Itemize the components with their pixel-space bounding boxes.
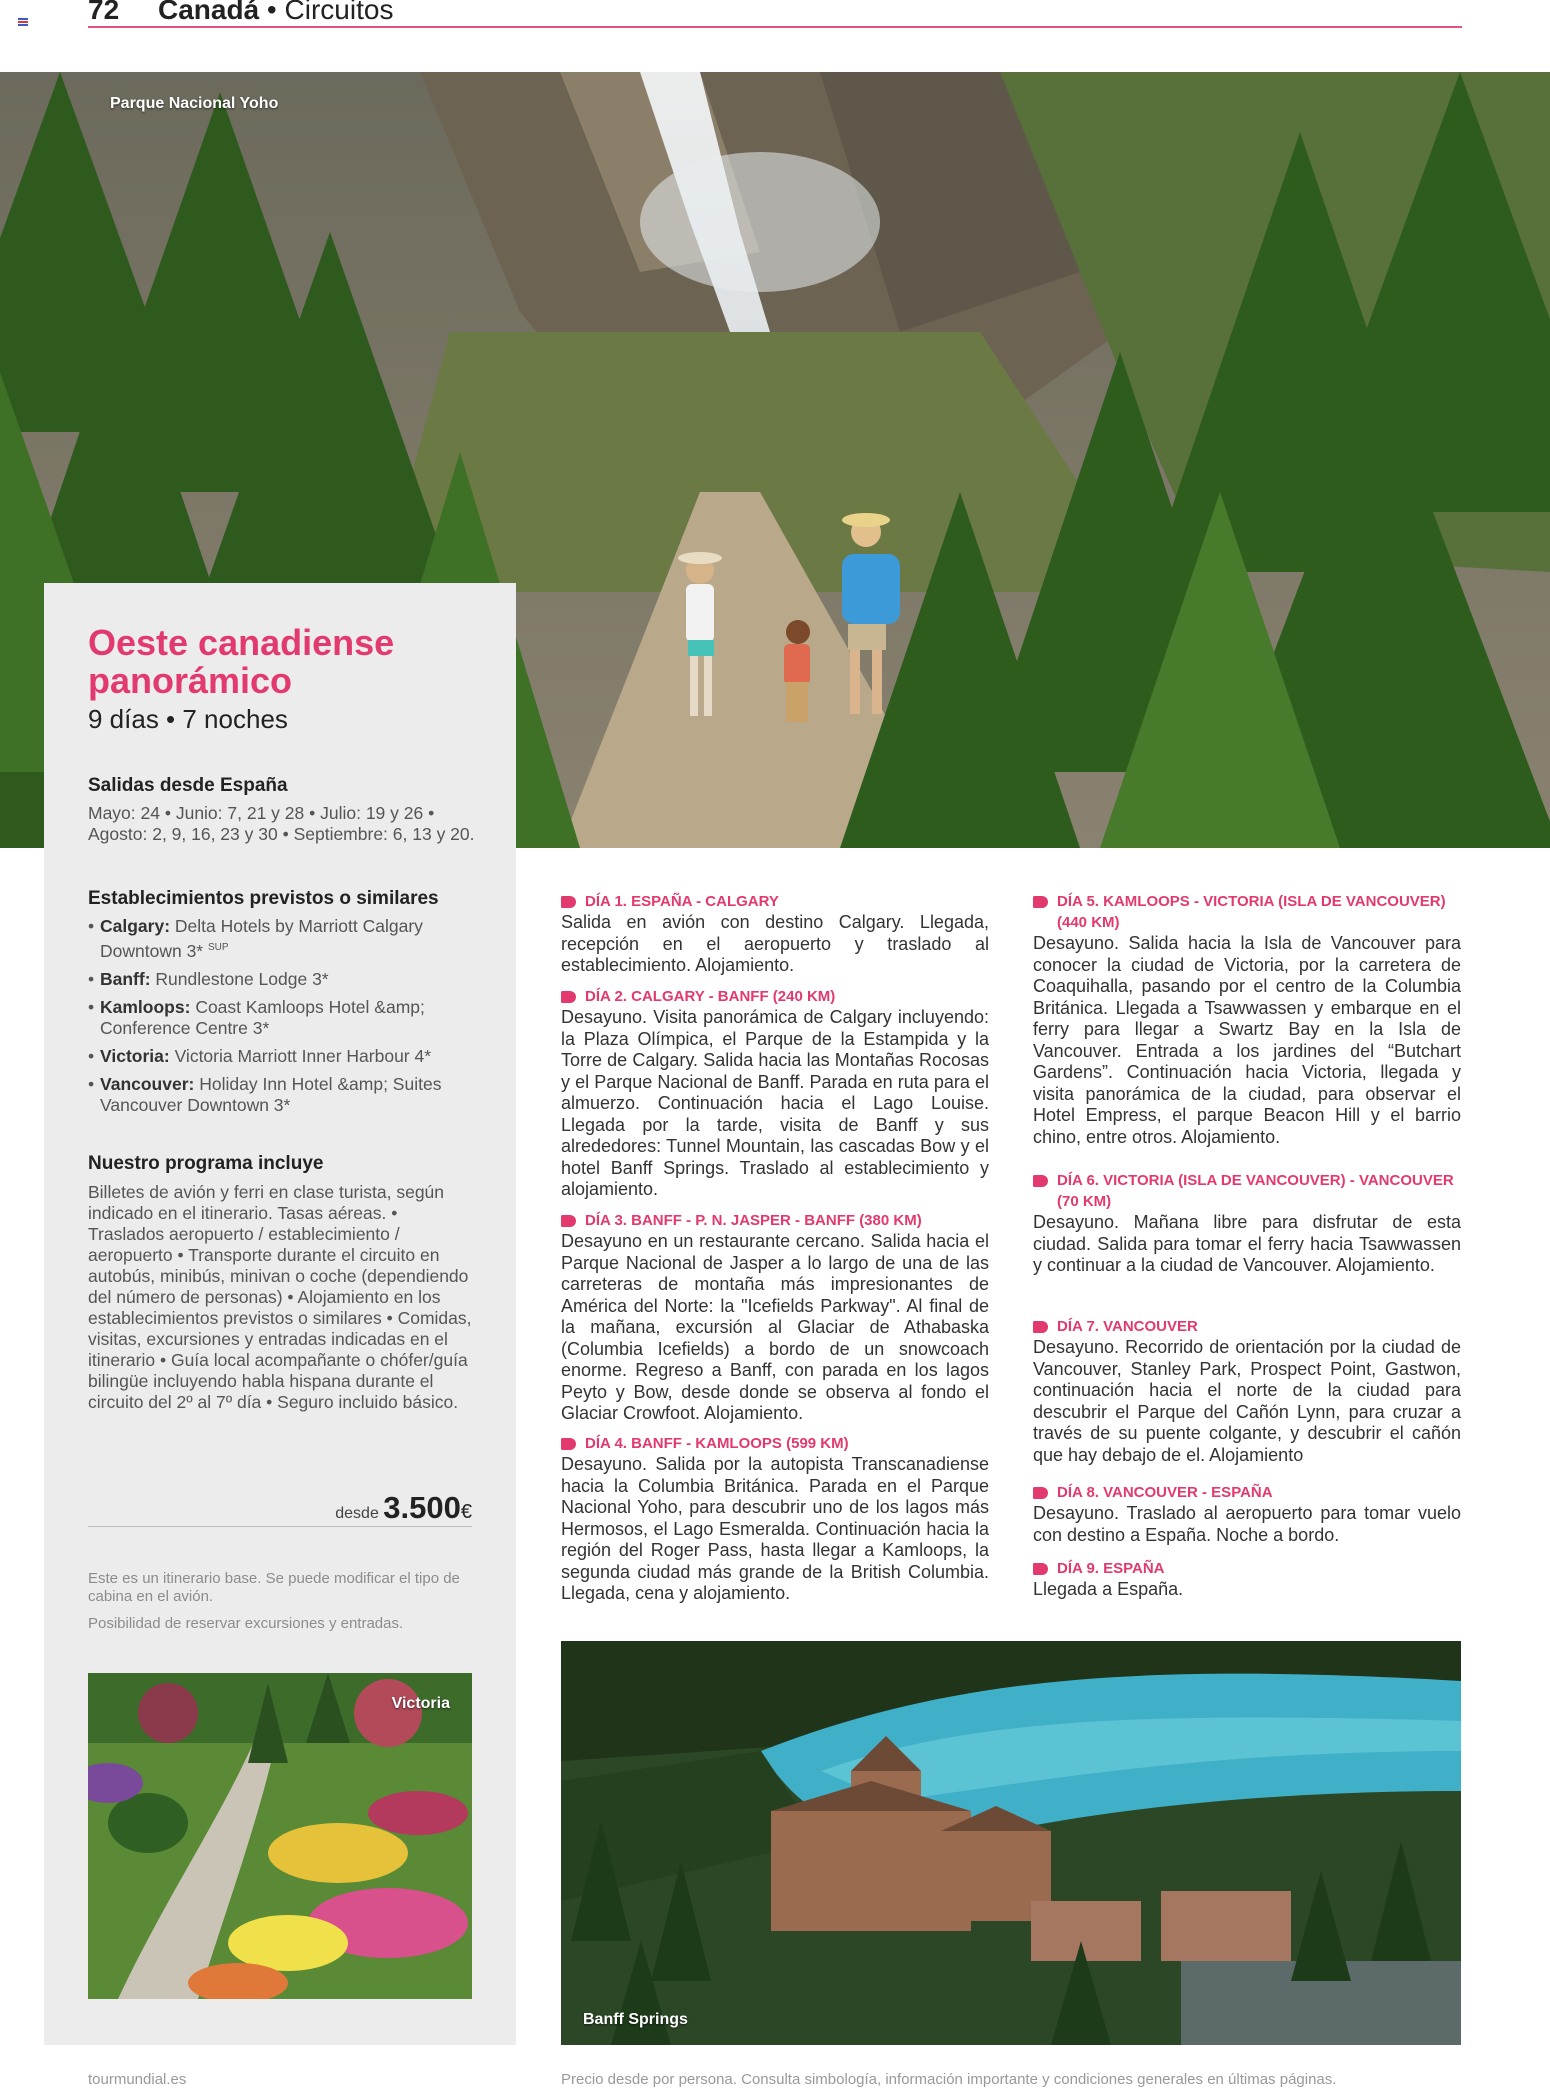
garden-illustration — [88, 1673, 472, 1999]
hotel-city: Banff: — [100, 968, 151, 989]
program-heading: Nuestro programa incluye — [88, 1153, 324, 1174]
trip-duration: 9 días • 7 noches — [88, 704, 288, 734]
banff-springs-photo — [561, 1641, 1461, 2045]
day-1 — [561, 891, 989, 977]
day-1-text: Salida en avión con destino Calgary. Llegada, recepción en el aeropuerto y traslado al establecimiento. Alojamiento. — [561, 912, 989, 975]
hotel-item — [88, 916, 472, 962]
day-3-text: Desayuno en un restaurante cercano. Salida hacia el Parque Nacional de Jasper a lo largo de una de las carreteras de montaña más impresionantes de América del Norte: la "Icefields Parkway". Al final de la mañana, excursión al Glaciar de Athabaska (Columbia Icefields) a bordo de un snowcoach enorme. Regreso a Banff, con parada en los lagos Peyto y Bow, desde donde se observa al fondo el Glaciar Crowfoot. Alojamiento. — [561, 1231, 989, 1423]
price — [88, 1490, 472, 1524]
excursions-note: Posibilidad de reservar excursiones y entradas. — [88, 1615, 404, 1632]
hotel-name: Delta Hotels by Marriott Calgary Downtown 3* — [100, 916, 423, 961]
hero-photo-caption: Parque Nacional Yoho — [110, 95, 279, 112]
day-6 — [1033, 1170, 1461, 1277]
day-7-text: Desayuno. Recorrido de orientación por la ciudad de Vancouver, Stanley Park, Prospect Point, Gastwon, continuación hacia el norte de la ciudad para descubrir el Parque del Cañón Lynn, para cruzar a través de su puente colgante, y descubrir el cañón que hay debajo de el. Alojamiento — [1033, 1337, 1461, 1465]
day-8 — [1033, 1482, 1461, 1546]
flag-icon — [18, 18, 28, 26]
day-4-title: DÍA 4. BANFF - KAMLOOPS (599 KM) — [561, 1433, 989, 1454]
hotels-heading: Establecimientos previstos o similares — [88, 888, 439, 909]
day-2-title: DÍA 2. CALGARY - BANFF (240 KM) — [561, 986, 989, 1007]
victoria-photo-caption: Victoria — [391, 1695, 450, 1712]
hotel-name: Rundlestone Lodge 3* — [155, 968, 329, 989]
page-header — [158, 0, 393, 26]
hotel-city: Victoria: — [100, 1045, 170, 1066]
hotel-item — [88, 969, 472, 990]
day-6-title: DÍA 6. VICTORIA (ISLA DE VANCOUVER) - VANCOUVER (70 KM) — [1033, 1170, 1461, 1212]
day-2 — [561, 986, 989, 1201]
hotel-sup: SUP — [208, 942, 229, 953]
hotels-list — [88, 916, 472, 1123]
price-amount: 3.500 — [383, 1490, 461, 1525]
day-8-title: DÍA 8. VANCOUVER - ESPAÑA — [1033, 1482, 1461, 1503]
departures-heading: Salidas desde España — [88, 775, 288, 796]
hotel-name: Victoria Marriott Inner Harbour 4* — [174, 1045, 432, 1066]
program-text: Billetes de avión y ferri en clase turista, según indicado en el itinerario. Tasas aéreas. • Traslados aeropuerto / establecimiento / aeropuerto • Transporte durante el circuito en autobús, minibús, minivan o coche (dependiendo del número de personas) • Alojamiento en los establecimientos previstos o similares • Comidas, visitas, excursiones y entradas indicadas en el itinerario • Guía local acompañante o chófer/guía bilingüe incluyendo habla hispana durante el circuito del 2º al 7º día • Seguro incluido básico. — [88, 1182, 472, 1412]
footer-disclaimer: Precio desde por persona. Consulta simbología, información importante y condiciones generales en últimas páginas. — [561, 2071, 1337, 2088]
website-link[interactable]: tourmundial.es — [88, 2071, 187, 2088]
hotel-name: Holiday Inn Hotel &amp; Suites Vancouver Downtown 3* — [100, 1073, 442, 1115]
header-separator: • — [259, 0, 285, 25]
departures-text: Mayo: 24 • Junio: 7, 21 y 28 • Julio: 19 y 26 • Agosto: 2, 9, 16, 23 y 30 • Septiembre: 6, 13 y 20. — [88, 803, 475, 844]
price-currency: € — [460, 1501, 472, 1523]
day-6-text: Desayuno. Mañana libre para disfrutar de esta ciudad. Salida para tomar el ferry hacia Tsawwassen y continuar a la ciudad de Vancouver. Alojamiento. — [1033, 1212, 1461, 1275]
hotel-name: Coast Kamloops Hotel &amp; Conference Centre 3* — [100, 996, 425, 1038]
day-7 — [1033, 1316, 1461, 1466]
day-5-title: DÍA 5. KAMLOOPS - VICTORIA (ISLA DE VANCOUVER) (440 KM) — [1033, 891, 1461, 933]
day-3-title: DÍA 3. BANFF - P. N. JASPER - BANFF (380 KM) — [561, 1210, 989, 1231]
header-country: Canadá — [158, 0, 260, 25]
day-8-text: Desayuno. Traslado al aeropuerto para tomar vuelo con destino a España. Noche a bordo. — [1033, 1503, 1461, 1545]
day-5 — [1033, 891, 1461, 1148]
day-7-title: DÍA 7. VANCOUVER — [1033, 1316, 1461, 1337]
page-number: 72 — [88, 0, 120, 25]
day-4-text: Desayuno. Salida por la autopista Transcanadiense hacia la Columbia Británica. Parada en el Parque Nacional Yoho, para descubrir uno de los lagos más Hermosos, el Lago Esmeralda. Continuación hacia la región del Roger Pass, hasta llegar a Kamloops, la segunda ciudad más grande de la British Columbia. Llegada, cena y alojamiento. — [561, 1454, 989, 1603]
banff-illustration — [561, 1641, 1461, 2045]
banff-photo-caption: Banff Springs — [583, 2011, 688, 2028]
day-4 — [561, 1433, 989, 1605]
header-section: Circuitos — [284, 0, 394, 25]
day-9-text: Llegada a España. — [1033, 1579, 1184, 1599]
hotel-city: Kamloops: — [100, 996, 191, 1017]
day-9-title: DÍA 9. ESPAÑA — [1033, 1558, 1461, 1579]
hotel-item — [88, 997, 472, 1039]
itinerary-note: Este es un itinerario base. Se puede modificar el tipo de cabina en el avión. — [88, 1570, 460, 1605]
header-divider — [88, 26, 1462, 28]
victoria-photo — [88, 1673, 472, 1999]
day-3 — [561, 1210, 989, 1425]
price-prefix: desde — [335, 1505, 379, 1522]
day-2-text: Desayuno. Visita panorámica de Calgary incluyendo: la Plaza Olímpica, el Parque de la Estampida y la Torre de Calgary. Salida hacia las Montañas Rocosas y el Parque Nacional de Banff. Parada en ruta para el almuerzo. Continuación hacia el Lago Louise. Llegada por la tarde, visita de Banff y sus alrededores: Tunnel Mountain, las cascadas Bow y el hotel Banff Springs. Traslado al establecimiento y alojamiento. — [561, 1007, 989, 1199]
hotel-city: Calgary: — [100, 916, 171, 936]
hotel-item — [88, 1046, 472, 1067]
trip-title: Oeste canadiense panorámico — [88, 622, 395, 701]
day-1-title: DÍA 1. ESPAÑA - CALGARY — [561, 891, 989, 912]
price-divider — [88, 1526, 472, 1527]
hotel-item — [88, 1074, 472, 1116]
day-5-text: Desayuno. Salida hacia la Isla de Vancouver para conocer la ciudad de Victoria, por la carretera de Coaquihalla, pasando por el centro de la Columbia Británica. Llegada a Tsawwassen y embarque en el ferry para llegar a Swartz Bay en la Isla de Vancouver. Entrada a los jardines del “Butchart Gardens”. Continuación hacia Victoria, llegada y visita panorámica de la ciudad, para observar el Hotel Empress, el parque Beacon Hill y el barrio chino, entre otros. Alojamiento. — [1033, 933, 1461, 1147]
hotel-city: Vancouver: — [100, 1073, 195, 1094]
day-9 — [1033, 1558, 1461, 1601]
